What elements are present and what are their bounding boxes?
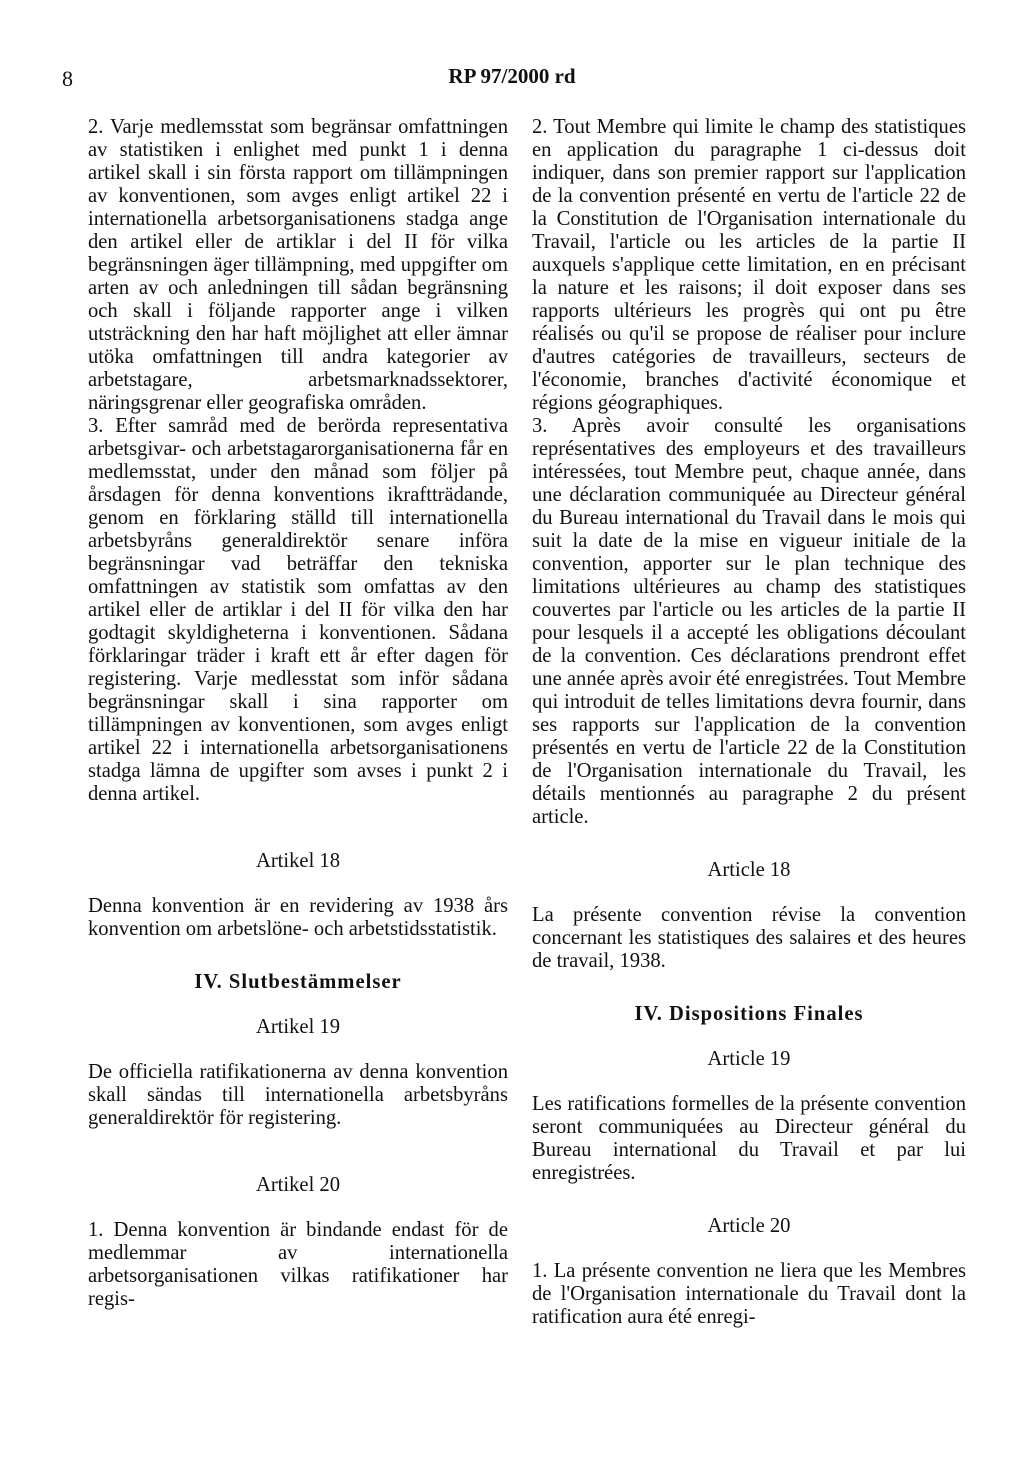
- page-number: 8: [62, 66, 73, 91]
- fr-article20-paragraph1: 1. La présente convention ne liera que les Membres de l'Organisation internationale du Travail dont la ratification aura été enregi-: [532, 1260, 966, 1328]
- sv-article18-heading: Artikel 18: [255, 850, 341, 872]
- sv-section-heading: IV. Slutbestämmelser: [194, 971, 402, 993]
- sv-article18-text: Denna konvention är en revidering av 1938 års konvention om arbetslöne- och arbetstidsstatistik.: [88, 895, 508, 940]
- sv-article20-heading: Artikel 20: [255, 1174, 341, 1196]
- fr-article20-heading: Article 20: [707, 1215, 791, 1237]
- fr-section-heading: IV. Dispositions Finales: [634, 1003, 864, 1025]
- sv-article20-paragraph1: 1. Denna konvention är bindande endast för de medlemmar av internationella arbetsorganisationen vilkas ratifikationer har regis-: [88, 1219, 508, 1310]
- sv-article19-heading: Artikel 19: [255, 1016, 341, 1038]
- fr-article17-paragraph2: 2. Tout Membre qui limite le champ des statistiques en application du paragraphe 1 ci-dessus doit indiquer, dans son premier rapport sur l'application de la convention présenté en vertu de l'article 22 de la Constitution de l'Organisation internationale du Travail, l'article ou les articles de la partie II auxquels s'applique cette limitation, en en précisant la nature et les raisons; il doit exposer dans ses rapports ultérieurs les progrès qui ont pu être réalisés ou qu'il se propose de réaliser pour inclure d'autres catégories de travailleurs, secteurs de l'économie, branches d'activité économique et régions géographiques.: [532, 116, 966, 414]
- fr-article18-heading: Article 18: [707, 859, 791, 881]
- fr-article17-paragraph3: 3. Après avoir consulté les organisations représentatives des employeurs et des travailleurs intéressées, tout Membre peut, chaque année, dans une déclaration communiquée au Directeur général du Bureau international du Travail dans le mois qui suit la date de la mise en vigueur initiale de la convention, apporter sur le plan technique des limitations ultérieures au champ des statistiques couvertes par l'article ou les articles de la partie II pour lesquels il a accepté les obligations découlant de la convention. Ces déclarations prendront effet une année après avoir été enregistrées. Tout Membre qui introduit de telles limitations devra fournir, dans ses rapports sur l'application de la convention présentés en vertu de l'article 22 de la Constitution de l'Organisation internationale du Travail, les détails mentionnés au paragraphe 2 du présent article.: [532, 415, 966, 828]
- sv-article19-text: De officiella ratifikationerna av denna konvention skall sändas till internationella arbetsbyråns generaldirektör för registering.: [88, 1061, 508, 1129]
- sv-article17-paragraph3: 3. Efter samråd med de berörda representativa arbetsgivar- och arbetstagarorganisationerna får en medlemsstat, under den månad som följer på årsdagen för denna konventions ikraftträdande, genom en förklaring ställd till internationella arbetsbyråns generaldirektör senare införa begränsningar vad beträffar den tekniska omfattningen av statistik som omfattas av den artikel eller de artiklar i del II för vilka den har godtagit skyldigheterna i konventionen. Sådana förklaringar träder i kraft ett år efter dagen för registering. Varje medlesstat som inför sådana begränsningar skall i sina rapporter om tillämpningen av konventionen, som avges enligt artikel 22 i internationella arbetsorganisationens stadga lämna de upgifter som avses i punkt 2 i denna artikel.: [88, 415, 508, 805]
- fr-article18-text: La présente convention révise la convention concernant les statistiques des salaires et des heures de travail, 1938.: [532, 904, 966, 972]
- running-title: RP 97/2000 rd: [448, 64, 576, 88]
- sv-article17-paragraph2: 2. Varje medlemsstat som begränsar omfattningen av statistiken i enlighet med punkt 1 i denna artikel skall i sin första rapport om tillämpningen av konventionen, som avges enligt artikel 22 i internationella arbetsorganisationens stadga ange den artikel eller de artiklar i del II för vilka begränsningen äger tillämpning, med uppgifter om arten av och anledningen till sådan begränsning och skall i följande rapporter ange i vilken utsträckning den har haft möjlighet att eller ämnar utöka omfattningen till andra kategorier av arbetstagare, arbetsmarknadssektorer, näringsgrenar eller geografiska områden.: [88, 116, 508, 414]
- fr-article19-text: Les ratifications formelles de la présente convention seront communiquées au Directeur général du Bureau international du Travail et par lui enregistrées.: [532, 1093, 966, 1184]
- french-column: [532, 116, 966, 1329]
- swedish-column: [88, 116, 508, 1311]
- fr-article19-heading: Article 19: [707, 1048, 791, 1070]
